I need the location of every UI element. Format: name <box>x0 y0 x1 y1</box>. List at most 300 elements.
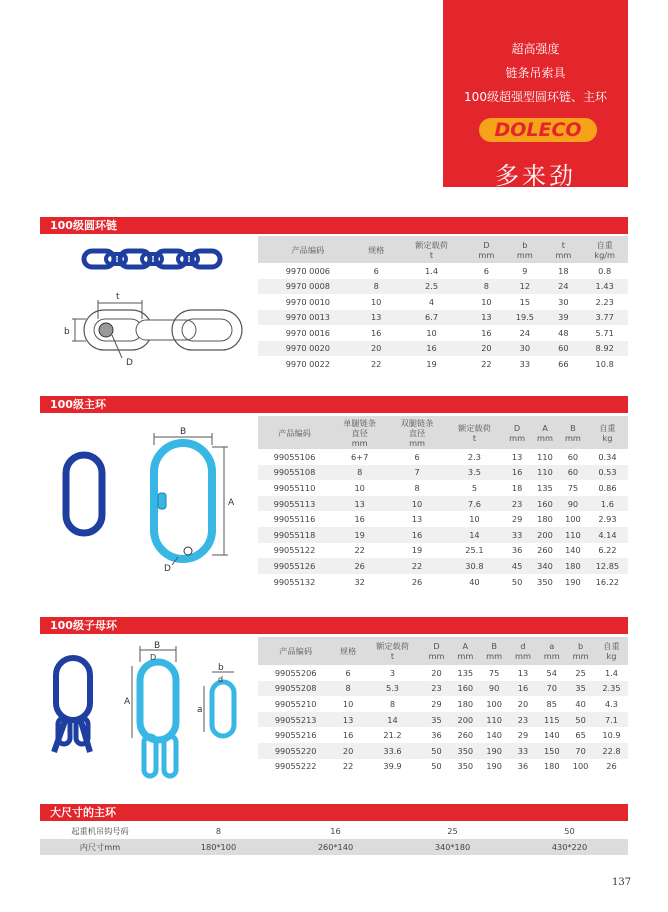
table-cell: 150 <box>543 745 560 756</box>
column-header-line: t <box>472 432 477 443</box>
table-cell: 35 <box>575 683 586 694</box>
table-cell: 200 <box>537 529 553 540</box>
table-cell: 60 <box>567 451 579 462</box>
column-header-line: D <box>433 641 440 651</box>
table-cell: 13 <box>411 514 423 525</box>
dim-label-B: B <box>154 641 161 651</box>
table-row <box>258 325 628 341</box>
column-header-line: mm <box>514 651 531 661</box>
table-cell: 19.5 <box>515 312 534 323</box>
table-cell: 8.92 <box>595 343 614 354</box>
table-cell: 100 <box>572 761 589 772</box>
column-header <box>545 236 581 263</box>
column-header <box>363 637 422 665</box>
table-cell: 6 <box>345 667 351 678</box>
table-row <box>258 759 628 775</box>
table-cell: 13 <box>370 312 382 323</box>
column-header-line: mm <box>486 651 503 661</box>
table-row <box>258 543 628 559</box>
column-header-line: mm <box>543 651 560 661</box>
table-cell: 33.6 <box>383 745 402 756</box>
section-title-round-link-chain: 100级圆环链 <box>40 217 628 234</box>
table-cell: 7.1 <box>604 714 618 725</box>
table-large-master-link <box>40 823 628 855</box>
table-cell: 12 <box>519 281 531 292</box>
column-header-line: mm <box>457 651 474 661</box>
table-cell: 25.1 <box>465 545 484 556</box>
table-cell: 3.5 <box>467 467 481 478</box>
table-cell: 5.3 <box>386 683 400 694</box>
table-cell: 99055122 <box>273 545 316 556</box>
table-cell: 8 <box>357 467 363 478</box>
table-cell: 8 <box>373 281 379 292</box>
table-cell: 19 <box>354 529 365 540</box>
table-cell: 340 <box>537 560 553 571</box>
column-header-line: 额定载荷 <box>415 239 448 250</box>
column-header <box>333 637 363 665</box>
table-cell: 160 <box>457 683 474 694</box>
table-cell: 2.5 <box>425 281 439 292</box>
table-row <box>258 449 628 465</box>
table-cell: 10 <box>411 498 423 509</box>
table-row <box>258 681 628 697</box>
table-cell: 140 <box>565 545 581 556</box>
column-header-line: b <box>577 641 584 651</box>
column-header-line: B <box>491 641 497 651</box>
table-cell: 18 <box>511 482 523 493</box>
table-cell: 26 <box>354 560 365 571</box>
table-cell: 190 <box>486 745 502 756</box>
column-header-line: D <box>483 239 490 250</box>
table-cell: 12.85 <box>595 560 620 571</box>
table-cell: 90 <box>567 498 579 509</box>
table-row <box>258 574 628 590</box>
table-cell: 99055113 <box>273 498 316 509</box>
table-cell: 260 <box>537 545 553 556</box>
column-header-line: 产品编码 <box>279 646 313 656</box>
column-header-line: kg <box>602 432 613 443</box>
column-header-line: mm <box>428 651 445 661</box>
table-master-link-assembly <box>258 637 628 774</box>
column-header-line: 自重 <box>603 641 620 651</box>
column-header <box>446 416 503 449</box>
table-cell: 140 <box>543 730 560 741</box>
column-header-line: 直径 <box>351 427 368 438</box>
table-cell: 20 <box>481 343 492 354</box>
table-cell: 19 <box>411 545 423 556</box>
column-header <box>503 416 531 449</box>
table-cell: 39.9 <box>383 761 402 772</box>
header-line-3: 100级超强型圆环链、主环 <box>464 90 607 104</box>
column-header <box>595 637 628 665</box>
table-cell: 3 <box>389 667 396 678</box>
table-row <box>258 743 628 759</box>
table-cell: 5.71 <box>595 327 614 338</box>
column-header <box>258 416 331 449</box>
table-cell: 9970 0006 <box>285 265 330 276</box>
column-header-line: a <box>549 641 555 651</box>
table-cell: 2.93 <box>598 514 617 525</box>
table-cell: 75 <box>567 482 579 493</box>
column-header-line: kg <box>606 651 617 661</box>
column-header <box>388 416 445 449</box>
row-label-inner-size: 内尺寸mm <box>79 841 121 852</box>
column-header <box>480 637 509 665</box>
table-cell: 30.8 <box>465 560 484 571</box>
table-cell: 23 <box>511 498 523 509</box>
table-cell: 2.3 <box>467 451 481 462</box>
table-cell: 6.22 <box>598 545 617 556</box>
table-cell: 36 <box>517 761 529 772</box>
table-cell: 110 <box>537 451 553 462</box>
column-header-line: A <box>542 422 548 433</box>
table-cell: 8 <box>483 281 489 292</box>
table-cell: 40 <box>575 698 586 709</box>
table-cell: 9970 0013 <box>285 312 330 323</box>
table-cell: 99055213 <box>274 714 317 725</box>
table-cell: 99055222 <box>274 761 317 772</box>
table-cell: 33 <box>517 745 529 756</box>
table-cell: 4.14 <box>598 529 617 540</box>
column-header <box>451 637 480 665</box>
column-header-line: t <box>561 239 565 250</box>
table-cell: 7.6 <box>467 498 481 509</box>
table-cell: 50 <box>431 745 442 756</box>
inner-size-cell: 340*180 <box>434 842 471 852</box>
table-cell: 99055116 <box>273 514 316 525</box>
inner-size-cell: 180*100 <box>200 842 237 852</box>
table-cell: 110 <box>537 467 553 478</box>
table-master-link <box>258 416 628 589</box>
column-header <box>331 416 388 449</box>
table-row <box>258 279 628 295</box>
table-cell: 2.35 <box>602 683 621 694</box>
column-header <box>395 236 469 263</box>
table-cell: 10 <box>481 296 492 307</box>
table-cell: 23 <box>517 714 529 725</box>
table-row <box>258 263 628 279</box>
column-header <box>587 416 628 449</box>
table-row <box>258 465 628 481</box>
table-cell: 16 <box>342 730 354 741</box>
table-row <box>258 665 628 681</box>
table-cell: 16 <box>426 343 437 354</box>
column-header-line: 规格 <box>367 244 385 255</box>
table-cell: 30 <box>519 343 531 354</box>
column-header-line: 自重 <box>599 422 616 433</box>
table-cell: 135 <box>457 667 474 678</box>
table-cell: 8 <box>345 683 351 694</box>
table-cell: 22 <box>481 358 492 369</box>
table-cell: 3.77 <box>595 312 614 323</box>
table-cell: 35 <box>431 714 442 725</box>
column-header-line: mm <box>509 432 526 443</box>
column-header-line: D <box>513 422 521 433</box>
table-cell: 10 <box>354 482 365 493</box>
table-cell: 0.53 <box>598 467 617 478</box>
column-header <box>422 637 451 665</box>
table-cell: 16 <box>411 529 423 540</box>
column-header-line: mm <box>409 437 426 448</box>
inner-size-cell: 430*220 <box>551 842 588 852</box>
table-cell: 8 <box>389 698 396 709</box>
table-cell: 99055108 <box>273 467 316 478</box>
dim-label-A: A <box>228 498 235 508</box>
table-cell: 40 <box>469 576 480 587</box>
column-header-line: mm <box>478 249 495 260</box>
table-cell: 29 <box>431 698 442 709</box>
column-header <box>566 637 595 665</box>
table-cell: 18 <box>558 265 569 276</box>
table-cell: 10.9 <box>602 730 621 741</box>
column-header-line: d <box>520 641 526 651</box>
table-cell: 180 <box>457 698 474 709</box>
table-cell: 29 <box>517 730 529 741</box>
table-cell: 60 <box>558 343 569 354</box>
table-cell: 66 <box>558 358 569 369</box>
dim-label-t: t <box>116 292 120 302</box>
table-cell: 39 <box>558 312 569 323</box>
column-header-line: mm <box>555 249 572 260</box>
table-cell: 99055208 <box>274 683 317 694</box>
dim-label-d: d <box>218 675 224 684</box>
table-row <box>258 527 628 543</box>
column-header <box>559 416 587 449</box>
header-banner <box>443 0 628 190</box>
table-cell: 1.43 <box>595 281 614 292</box>
table-cell: 65 <box>575 730 586 741</box>
table-cell: 19 <box>426 358 437 369</box>
table-cell: 99055132 <box>273 576 316 587</box>
column-header-line: t <box>429 249 434 260</box>
dim-label-b: b <box>218 663 224 673</box>
table-cell: 20 <box>517 698 529 709</box>
table-cell: 100 <box>565 514 581 525</box>
dim-label-D: D <box>150 653 157 662</box>
column-header-line: 单腿链条 <box>343 417 377 428</box>
table-cell: 190 <box>486 761 502 772</box>
table-cell: 99055206 <box>274 667 317 678</box>
column-header-line: 额定载荷 <box>376 641 409 651</box>
table-cell: 110 <box>486 714 502 725</box>
table-cell: 23 <box>431 683 442 694</box>
table-cell: 36 <box>511 545 523 556</box>
table-cell: 99055118 <box>273 529 316 540</box>
table-cell: 33 <box>511 529 523 540</box>
table-row <box>258 341 628 357</box>
table-cell: 100 <box>486 698 502 709</box>
table-cell: 26 <box>411 576 423 587</box>
row-label-hook-number: 起重机吊钩号码 <box>71 825 129 836</box>
table-cell: 54 <box>546 667 557 678</box>
table-cell: 350 <box>537 576 553 587</box>
doleco-logo: DOLECO <box>479 118 597 142</box>
column-header <box>258 236 358 263</box>
master-link-assembly-illustration <box>40 640 260 790</box>
table-cell: 1.4 <box>604 667 618 678</box>
table-cell: 1.4 <box>425 265 439 276</box>
header-line-2: 链条吊索具 <box>505 66 566 80</box>
table-cell: 60 <box>567 467 579 478</box>
table-cell: 0.8 <box>598 265 612 276</box>
inner-size-cell: 260*140 <box>317 842 354 852</box>
table-cell: 1.6 <box>600 498 614 509</box>
table-cell: 6+7 <box>351 451 369 462</box>
table-cell: 32 <box>354 576 365 587</box>
table-cell: 180 <box>565 560 581 571</box>
table-cell: 180 <box>543 761 560 772</box>
table-cell: 99055216 <box>274 730 317 741</box>
table-cell: 26 <box>606 761 617 772</box>
table-cell: 30 <box>558 296 569 307</box>
column-header-line: mm <box>537 432 553 443</box>
table-cell: 13 <box>481 312 492 323</box>
table-cell: 190 <box>565 576 581 587</box>
table-cell: 45 <box>511 560 523 571</box>
table-round-link-chain <box>258 236 628 372</box>
table-cell: 13 <box>511 451 523 462</box>
table-cell: 2.23 <box>595 296 614 307</box>
table-cell: 85 <box>546 698 557 709</box>
table-row <box>258 480 628 496</box>
column-header-line: t <box>390 651 395 661</box>
table-cell: 22 <box>342 761 354 772</box>
table-row <box>258 511 628 527</box>
table-cell: 10 <box>370 296 382 307</box>
table-cell: 29 <box>511 514 523 525</box>
table-cell: 140 <box>486 730 502 741</box>
column-header-line: b <box>522 239 528 250</box>
column-header-line: mm <box>572 651 589 661</box>
table-cell: 99055106 <box>273 451 316 462</box>
table-cell: 20 <box>431 667 442 678</box>
table-cell: 48 <box>558 327 569 338</box>
table-cell: 10.8 <box>595 358 614 369</box>
dim-label-D: D <box>126 358 133 368</box>
page-number: 137 <box>612 877 632 888</box>
table-cell: 350 <box>457 745 474 756</box>
table-cell: 24 <box>519 327 531 338</box>
table-row <box>258 294 628 310</box>
dim-label-B: B <box>180 427 187 437</box>
column-header-line: 双腿链条 <box>400 417 434 428</box>
table-cell: 75 <box>488 667 500 678</box>
table-cell: 110 <box>565 529 581 540</box>
table-cell: 50 <box>431 761 442 772</box>
dim-label-D: D <box>164 564 171 574</box>
table-cell: 260 <box>457 730 474 741</box>
table-cell: 50 <box>575 714 586 725</box>
table-cell: 9970 0008 <box>285 281 330 292</box>
table-cell: 20 <box>370 343 382 354</box>
hook-number-cell: 50 <box>564 826 575 836</box>
table-cell: 350 <box>457 761 474 772</box>
table-cell: 16 <box>481 327 492 338</box>
table-cell: 5 <box>471 482 478 493</box>
blue-master-link-image <box>66 455 102 533</box>
hook-number-cell: 8 <box>215 826 222 836</box>
table-cell: 135 <box>537 482 553 493</box>
table-cell: 13 <box>354 498 365 509</box>
column-header-line: mm <box>516 249 533 260</box>
column-header-line: mm <box>351 437 368 448</box>
table-row <box>258 356 628 372</box>
column-header-line: mm <box>564 432 581 443</box>
table-cell: 8 <box>414 482 420 493</box>
column-header <box>509 637 538 665</box>
column-header <box>468 236 504 263</box>
table-cell: 16.22 <box>595 576 620 587</box>
column-header <box>358 236 395 263</box>
table-cell: 33 <box>519 358 531 369</box>
table-cell: 16 <box>511 467 523 478</box>
table-cell: 21.2 <box>383 730 402 741</box>
table-cell: 7 <box>414 467 420 478</box>
header-line-1: 超高强度 <box>511 42 560 56</box>
column-header <box>581 236 628 263</box>
table-cell: 99055126 <box>273 560 316 571</box>
master-link-illustration <box>60 425 240 575</box>
table-cell: 10 <box>469 514 480 525</box>
table-cell: 9970 0022 <box>285 358 330 369</box>
table-cell: 16 <box>370 327 382 338</box>
table-cell: 9 <box>522 265 528 276</box>
table-cell: 4 <box>428 296 435 307</box>
table-cell: 25 <box>575 667 586 678</box>
table-cell: 24 <box>558 281 569 292</box>
table-cell: 9970 0020 <box>285 343 330 354</box>
table-row <box>258 727 628 743</box>
table-cell: 99055110 <box>273 482 316 493</box>
table-cell: 4.3 <box>604 698 618 709</box>
table-cell: 16 <box>354 514 365 525</box>
table-row <box>258 558 628 574</box>
table-cell: 6 <box>483 265 489 276</box>
column-header-line: 产品编码 <box>278 427 311 438</box>
table-cell: 16 <box>517 683 529 694</box>
table-cell: 0.86 <box>598 482 617 493</box>
table-cell: 13 <box>517 667 529 678</box>
column-header-line: A <box>462 641 469 651</box>
column-header <box>537 637 566 665</box>
table-cell: 14 <box>469 529 480 540</box>
table-cell: 9970 0016 <box>285 327 330 338</box>
blue-chain-image <box>84 251 220 267</box>
chain-illustration <box>64 245 252 368</box>
table-cell: 115 <box>543 714 560 725</box>
table-row <box>258 496 628 512</box>
column-header-line: B <box>570 422 576 433</box>
table-cell: 22 <box>354 545 365 556</box>
table-cell: 160 <box>537 498 553 509</box>
column-header <box>531 416 559 449</box>
dim-label-a: a <box>197 705 203 715</box>
table-row <box>258 712 628 728</box>
table-cell: 200 <box>457 714 474 725</box>
table-cell: 6 <box>414 451 420 462</box>
table-cell: 180 <box>537 514 553 525</box>
dim-label-A: A <box>124 697 131 707</box>
table-cell: 14 <box>387 714 398 725</box>
section-title-master-link: 100级主环 <box>40 396 628 413</box>
table-cell: 70 <box>575 745 586 756</box>
column-header-line: kg/m <box>594 249 616 260</box>
table-cell: 0.34 <box>598 451 617 462</box>
hook-number-cell: 16 <box>330 826 341 836</box>
column-header-line: 规格 <box>339 646 357 656</box>
table-cell: 6.7 <box>425 312 439 323</box>
dim-label-b: b <box>64 327 70 337</box>
